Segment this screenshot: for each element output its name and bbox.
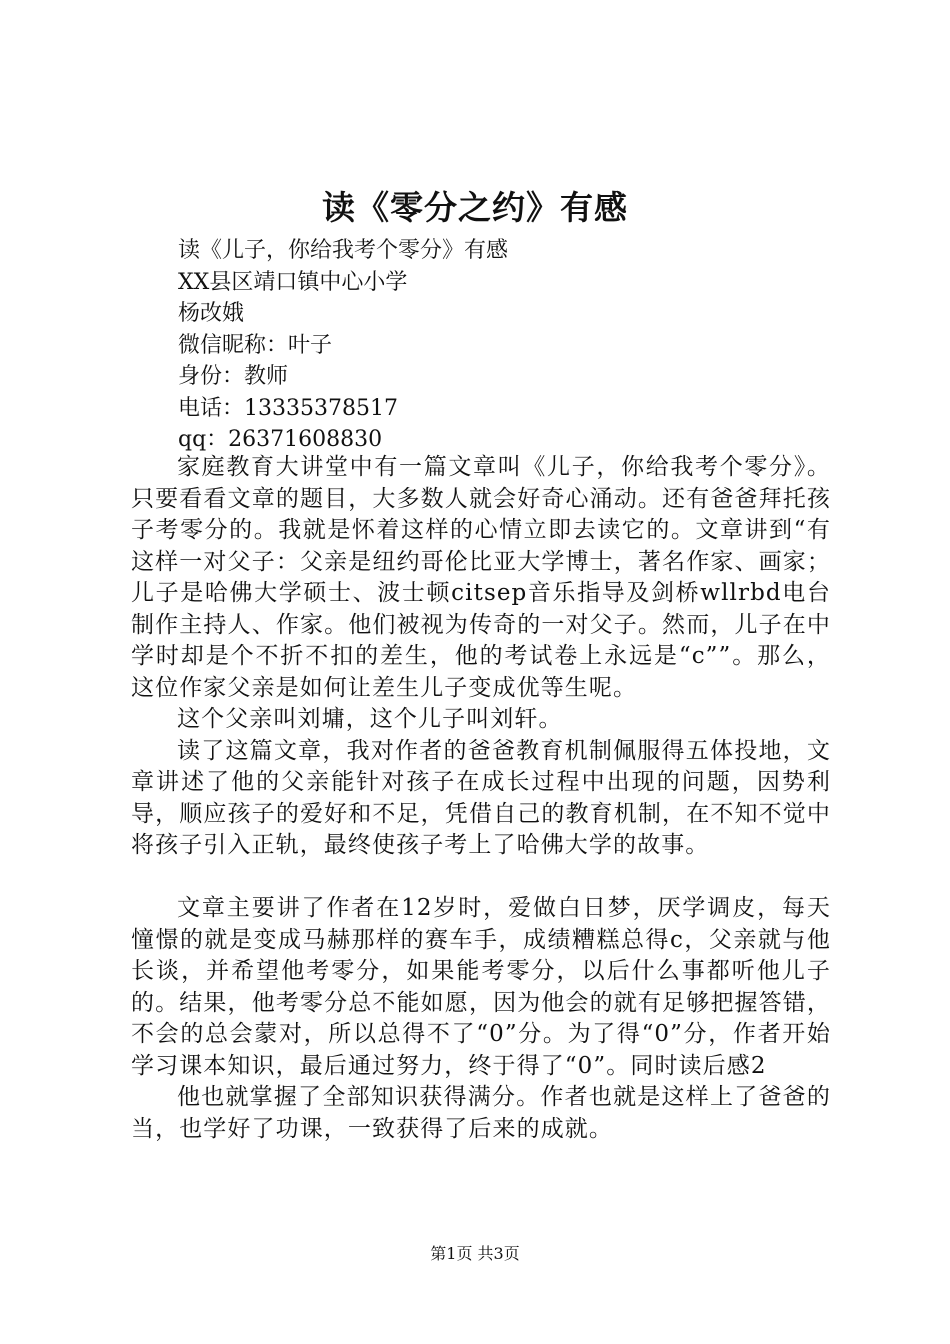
body-paragraph: 读了这篇文章，我对作者的爸爸教育机制佩服得五体投地，文章讲述了他的父亲能针对孩子在成长过程中出现的问题，因势利导，顺应孩子的爱好和不足，凭借自己的教育机制，在不知不觉中将孩子引入正轨，最终使孩子考上了哈佛大学的故事。	[131, 737, 831, 858]
page-footer: 第1页 共3页	[430, 1244, 520, 1263]
subtitle-line: 读《儿子，你给我考个零分》有感	[178, 238, 509, 263]
school-line: XX县区靖口镇中心小学	[178, 269, 408, 295]
document-body	[131, 452, 831, 1145]
author-name-line: 杨改娥	[178, 301, 245, 326]
body-paragraph: 文章主要讲了作者在12岁时，爱做白日梦，厌学调皮，每天憧憬的就是变成马赫那样的赛车手，成绩糟糕总得c，父亲就与他长谈，并希望他考零分，如果能考零分，以后什么事都听他儿子的。结果，他考零分总不能如愿，因为他会的就有足够把握答错，不会的总会蒙对，所以总得不了“0”分。为了得“0”分，作者开始学习课本知识，最后通过努力，终于得了“0”。同时读后感2	[131, 895, 831, 1079]
author-info-block	[178, 235, 508, 456]
body-paragraph: 家庭教育大讲堂中有一篇文章叫《儿子，你给我考个零分》。只要看看文章的题目，大多数人就会好奇心涌动。还有爸爸拜托孩子考零分的。我就是怀着这样的心情立即去读它的。文章讲到“有这样一对父子：父亲是纽约哥伦比亚大学博士，著名作家、画家；儿子是哈佛大学硕士、波士顿citsep音乐指导及剑桥wllrbd电台制作主持人、作家。他们被视为传奇的一对父子。然而，儿子在中学时却是个不折不扣的差生，他的考试卷上永远是“c””。那么，这位作家父亲是如何让差生儿子变成优等生呢。	[131, 454, 831, 701]
identity-line: 身份：教师	[178, 364, 289, 389]
body-paragraph: 他也就掌握了全部知识获得满分。作者也就是这样上了爸爸的当，也学好了功课，一致获得了后来的成就。	[131, 1084, 831, 1142]
phone-line: 电话：13335378517	[178, 395, 398, 421]
document-title: 读《零分之约》有感	[322, 188, 628, 227]
qq-line: qq：26371608830	[178, 427, 383, 452]
body-paragraph: 这个父亲叫刘墉，这个儿子叫刘轩。	[177, 706, 563, 732]
wechat-line: 微信昵称：叶子	[178, 332, 333, 358]
